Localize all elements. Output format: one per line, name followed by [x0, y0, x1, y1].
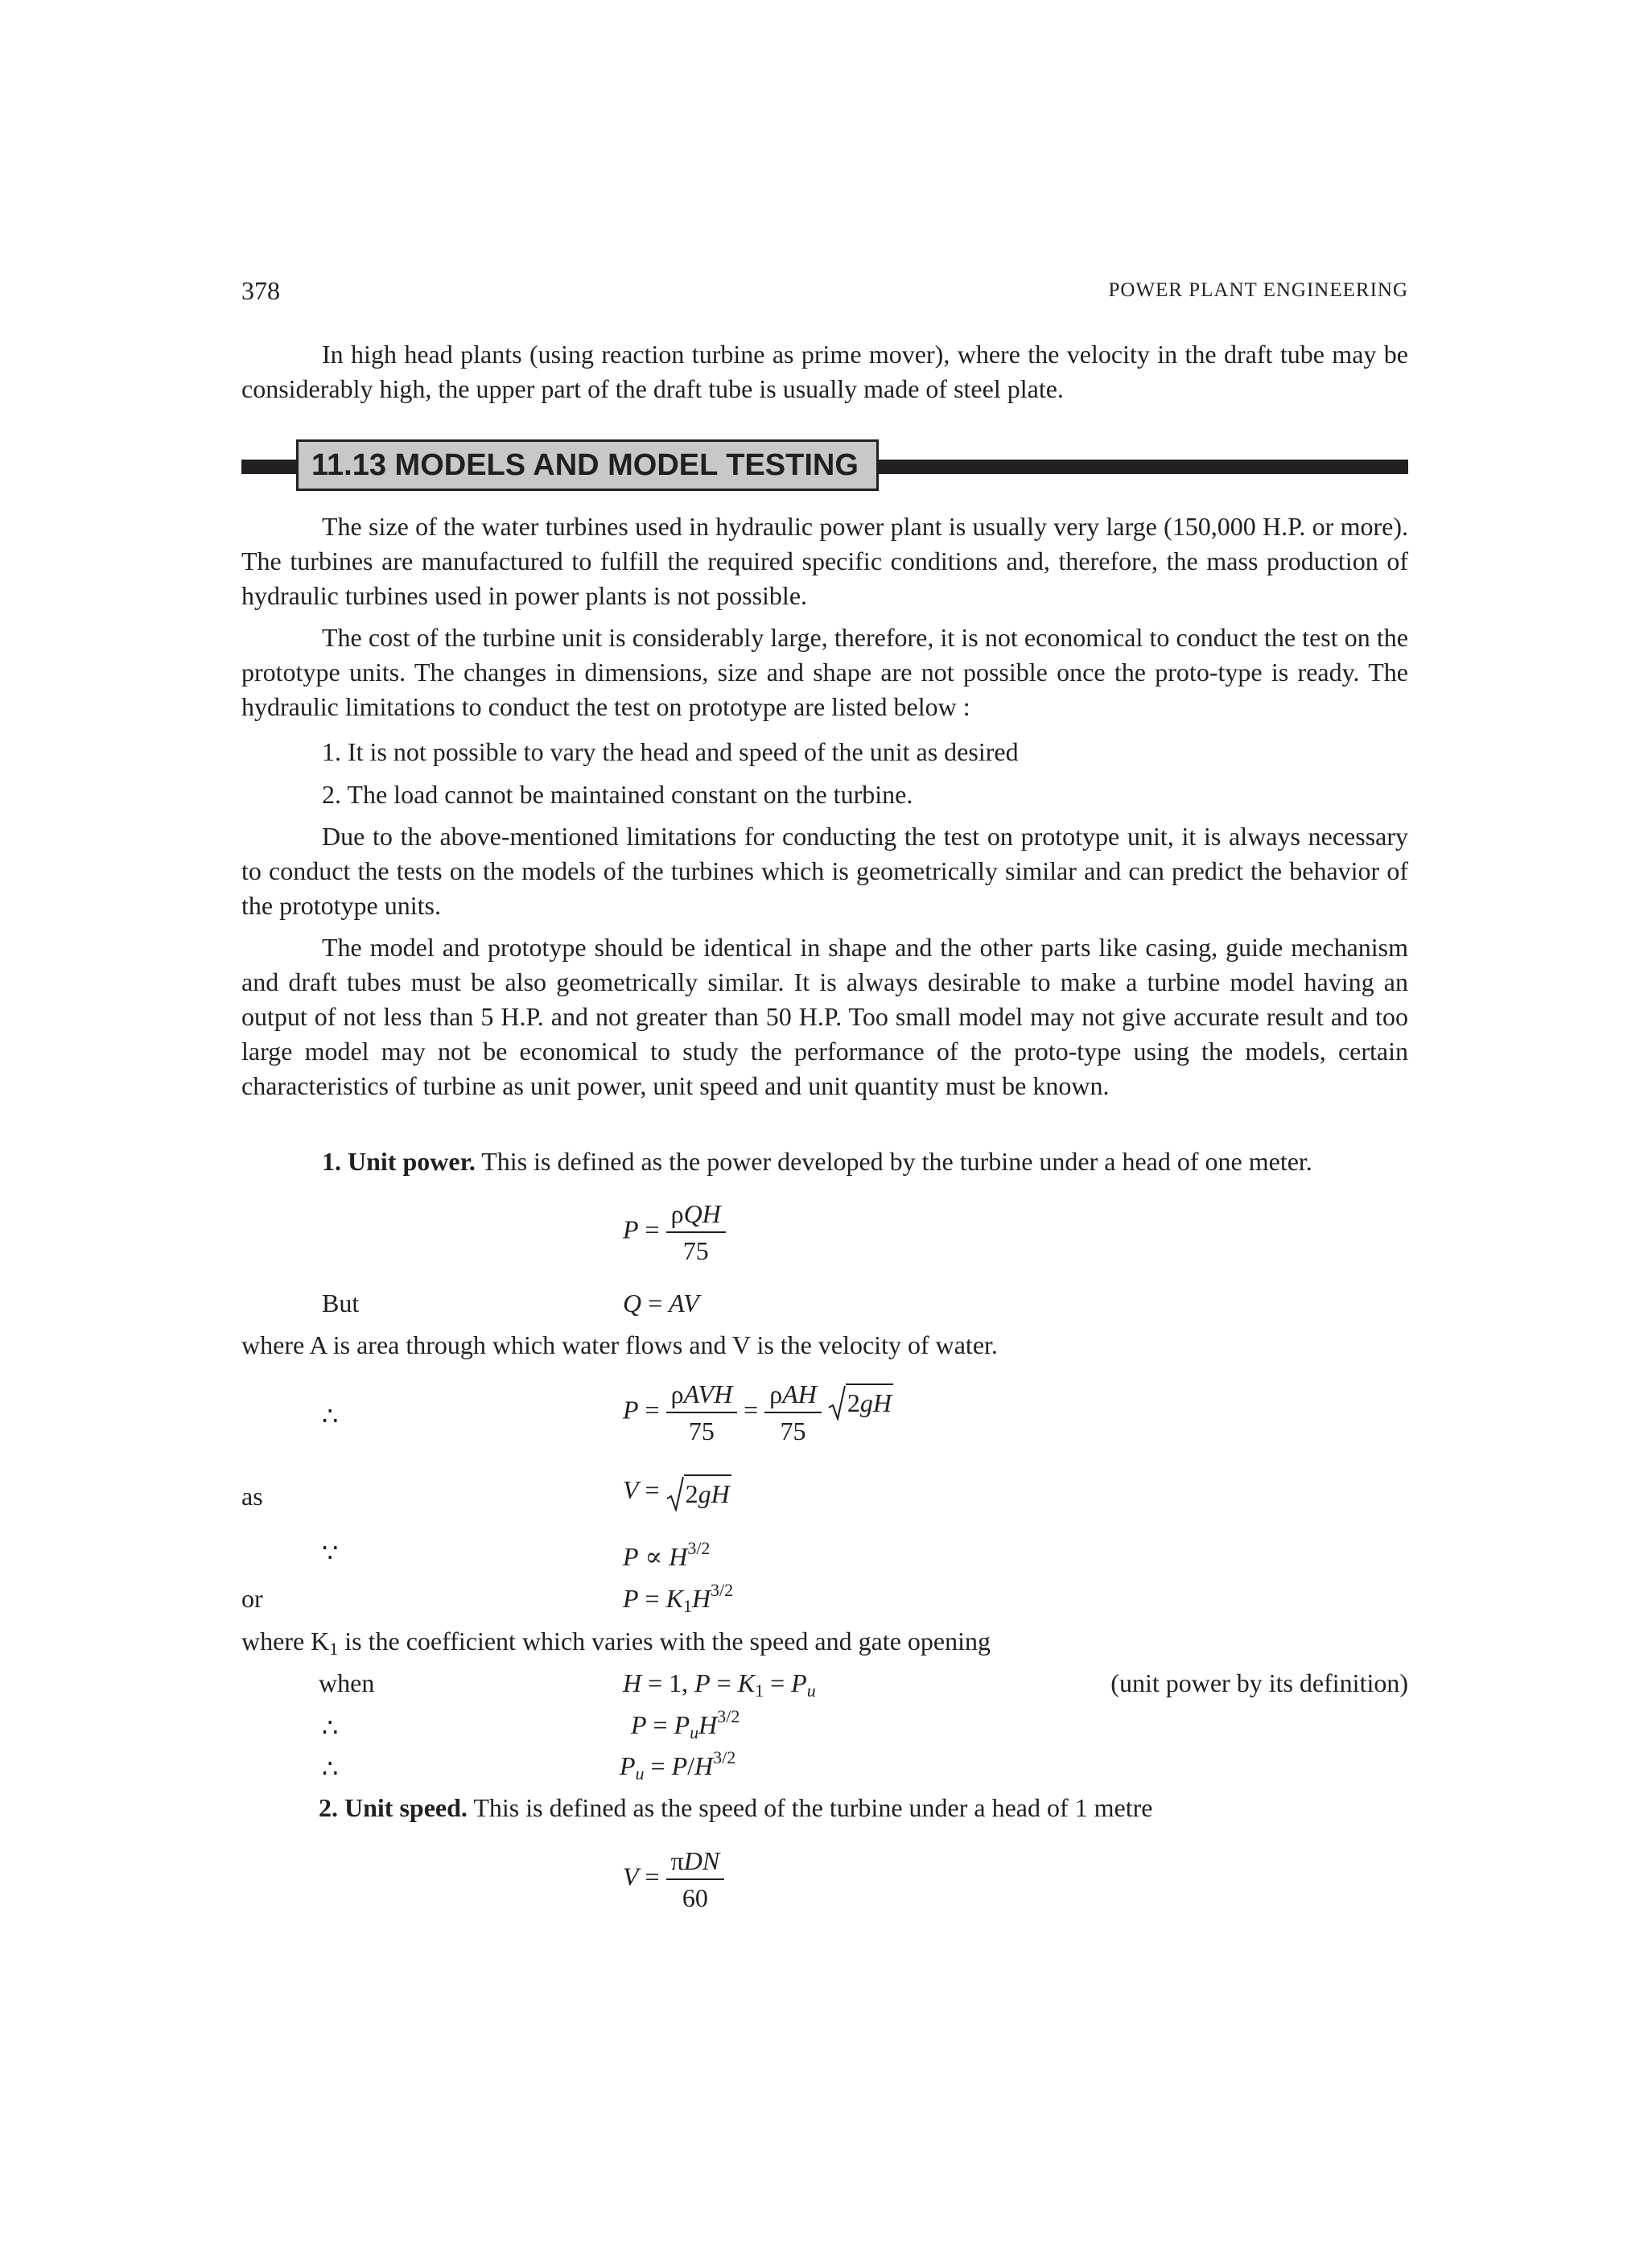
square-root: 2gH: [828, 1383, 893, 1421]
limitation-item-2: 2. The load cannot be maintained constant on the turbine.: [322, 780, 913, 809]
where-k1-end: is the coefficient which varies with the speed and gate opening: [338, 1627, 991, 1656]
intro-paragraph: In high head plants (using reaction turbine as prime mover), where the velocity in the draft tube may be considerably high, the upper part of the draft tube is usually made of steel plate.: [241, 340, 1408, 403]
or-label: or: [241, 1584, 263, 1613]
paragraph-model-need: Due to the above-mentioned limitations for conducting the test on prototype unit, it is always necessary to conduct the tests on the models of the turbines which is geometrically similar and can predict the behavior of the prototype units.: [241, 822, 1408, 920]
therefore-symbol: ∴: [322, 1713, 339, 1742]
equation-power-expanded: P = $\frac{\text{ρAVH}}{75}$ = $\frac{\text{ρAH}}{75}$ 2gH: [623, 1379, 892, 1445]
but-label: But: [322, 1289, 360, 1318]
limitation-item-1: 1. It is not possible to vary the head and speed of the unit as desired: [322, 737, 1019, 766]
where-k1-start: where K: [241, 1627, 330, 1656]
paragraph-model-similarity: The model and prototype should be identical in shape and the other parts like casing, guide mechanism and draft tubes must be also geometrically similar. It is always desirable to make a turbine model having an output of not less than 5 H.P. and not greater than 50 H.P. Too small model may not give accurate result and too large model may not be economical to study the performance of the proto-type using the models, certain characteristics of turbine as unit power, unit speed and unit quantity must be known.: [241, 933, 1408, 1100]
paragraph-turbine-cost: The cost of the turbine unit is considerably large, therefore, it is not economical to conduct the test on the prototype units. The changes in dimensions, size and shape are not possible once the proto-type is ready. The hydraulic limitations to conduct the test on prototype are listed below :: [241, 623, 1408, 721]
therefore-symbol: ∴: [322, 1754, 339, 1783]
unit-power-note: (unit power by its definition): [1110, 1668, 1408, 1697]
because-symbol: ∵: [322, 1538, 339, 1567]
equation-pu: $P_u = P/H^{3/2}$: [620, 1747, 736, 1783]
equation-proportional: $P \propto H^{3/2}$: [623, 1538, 711, 1571]
equation-k1: $P = K_1H^{3/2}$: [623, 1580, 734, 1616]
equation-velocity: V = 2gH: [623, 1473, 731, 1511]
where-area-sentence: where A is area through which water flows and V is the velocity of water.: [241, 1330, 998, 1359]
unit-power-label: 1. Unit power.: [322, 1147, 476, 1176]
where-k1-sentence: where $K_1$ is the coefficient which varies with the speed and gate opening: [241, 1627, 991, 1659]
fraction: $\frac{\text{ρQH}}{75}$: [666, 1198, 726, 1267]
unit-speed-text: This is defined as the speed of the turbine under a head of 1 metre: [473, 1793, 1153, 1822]
as-label: as: [241, 1482, 263, 1511]
unit-power-text: This is defined as the power developed by the turbine under a head of one meter.: [481, 1147, 1312, 1176]
unit-power-definition: [241, 1144, 1408, 1179]
equation-unit-power: P = $\frac{\text{ρQH}}{75}$: [623, 1198, 726, 1267]
unit-speed-definition: [241, 1791, 1408, 1825]
fraction: $\frac{\text{πDN}}{60}$: [666, 1845, 725, 1914]
paragraph-turbine-size: The size of the water turbines used in hydraulic power plant is usually very large (150,000 H.P. or more). The turbines are manufactured to fulfill the required specific conditions and, therefore, the mass production of hydraulic turbines used in power plants is not possible.: [241, 512, 1408, 610]
square-root: 2gH: [666, 1474, 731, 1511]
equation-unit-head: H = 1, $P = K_1 = P_u$: [623, 1668, 816, 1701]
unit-speed-label: 2. Unit speed.: [319, 1793, 468, 1822]
fraction: $\frac{\text{ρAH}}{75}$: [764, 1378, 822, 1447]
section-heading: 11.13 MODELS AND MODEL TESTING: [296, 439, 879, 491]
therefore-symbol: ∴: [322, 1401, 339, 1430]
when-label: when: [319, 1668, 375, 1697]
fraction: $\frac{\text{ρAVH}}{75}$: [666, 1378, 738, 1447]
running-title: POWER PLANT ENGINEERING: [1108, 279, 1408, 301]
running-head: [241, 276, 1408, 308]
equation-unit-speed: V = $\frac{\text{πDN}}{60}$: [623, 1845, 724, 1914]
page-number: 378: [241, 276, 280, 305]
equation-pu-h: $P = P_uH^{3/2}$: [631, 1706, 740, 1742]
equation-flow: Q = AV: [623, 1289, 699, 1318]
